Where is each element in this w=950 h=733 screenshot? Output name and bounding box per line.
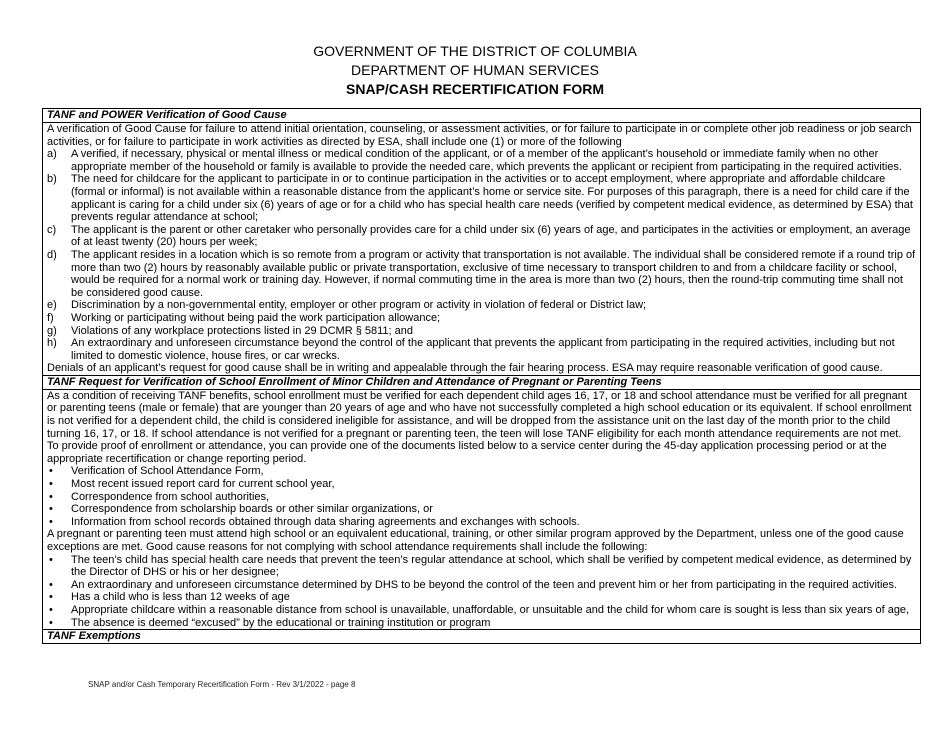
bullet-marker: •: [49, 578, 53, 591]
list-item: [47, 617, 916, 630]
bullet-marker: •: [49, 616, 53, 629]
list-item: [47, 312, 916, 325]
list-item-text: Has a child who is less than 12 weeks of age: [71, 591, 290, 604]
list-marker: d): [47, 248, 57, 261]
good-cause-heading: TANF and POWER Verification of Good Cause: [47, 109, 287, 121]
list-item: [47, 224, 916, 249]
list-marker: c): [47, 223, 57, 236]
list-marker: h): [47, 337, 57, 350]
good-cause-intro: A verification of Good Cause for failure to attend initial orientation, counseling, or assessment activities, or for failure to participate in or complete other job readiness or job search activities, or for failure to participate in work activities as directed by ESA, shall include one (1) or more of the following: [47, 123, 912, 148]
bullet-marker: •: [49, 553, 53, 566]
list-item: [47, 249, 916, 299]
form-title: SNAP/CASH RECERTIFICATION FORM: [346, 81, 604, 97]
list-marker: e): [47, 299, 57, 312]
school-para-3: A pregnant or parenting teen must attend high school or an equivalent educational, training, or other similar program approved by the Department, unless one of the good cause exceptions are met. Good cause reasons for not complying with school attendance requirements shall include the following:: [47, 528, 904, 553]
list-item-text: The applicant resides in a location which is so remote from a program or activity that transportation is not available. The individual shall be considered remote if a round trip of more than two (2) hours by reasonably available public or private transportation, exclusive of time necessary to transport children to and from a childcare facility or school, would be required for a normal work or training day. However, if normal commuting time in the area is more than two (2) hours, then the round-trip commuting time shall not be considered good cause.: [71, 248, 916, 299]
list-item: [47, 299, 916, 312]
bullet-marker: •: [49, 603, 53, 616]
list-item-text: The absence is deemed “excused” by the educational or training institution or program: [71, 616, 491, 629]
list-item-text: A verified, if necessary, physical or mental illness or medical condition of the applicant, or of a member of the applicant’s household or immediate family when no other appropriate member of the household or family is available to provide the needed care, which prevents the applicant or recipient from participating in the required activities.: [71, 148, 902, 173]
list-item-text: Appropriate childcare within a reasonable distance from school is unavailable, unaffordable, or unsuitable and the child for whom care is sought is less than six years of age,: [71, 603, 910, 616]
list-item: [47, 591, 916, 604]
bullet-marker: •: [49, 465, 53, 478]
bullet-marker: •: [49, 591, 53, 604]
list-item-text: Correspondence from scholarship boards or other similar organizations, or: [71, 503, 433, 516]
list-item-text: Violations of any workplace protections listed in 29 DCMR § 5811; and: [71, 324, 414, 337]
list-marker: f): [47, 311, 54, 324]
list-item: [47, 465, 916, 478]
list-item: [47, 503, 916, 516]
list-item-text: The teen’s child has special health care needs that prevent the teen’s regular attendance at school, which shall be verified by competent medical evidence, as determined by the Director of DHS or his or her designee;: [71, 553, 912, 579]
list-item: [47, 516, 916, 529]
good-cause-closing: Denials of an applicant’s request for good cause shall be in writing and appealable through the fair hearing process. ESA may require reasonable verification of good cause.: [47, 362, 883, 375]
list-item: [47, 478, 916, 491]
school-enrollment-section: [43, 389, 920, 630]
government-title: GOVERNMENT OF THE DISTRICT OF COLUMBIA: [313, 43, 637, 59]
form-table: [42, 108, 921, 644]
list-item: [47, 579, 916, 592]
bullet-marker: •: [49, 478, 53, 491]
list-item: [47, 148, 916, 173]
exemptions-heading: TANF Exemptions: [47, 630, 141, 643]
list-item-text: The need for childcare for the applicant to participate in or to continue participation in the activities or to accept employment, where appropriate and affordable childcare (formal or informal) is not available within a reasonable distance from the applicant’s home or service site. For purposes of this paragraph, there is a need for child care if the applicant is caring for a child under six (6) years of age or for a child who has special health care needs (verified by competent medical evidence, as determined by ESA) that prevents regular attendance at school;: [71, 173, 913, 224]
list-item-text: Information from school records obtained through data sharing agreements and exchanges with schools.: [71, 515, 580, 528]
bullet-marker: •: [49, 503, 53, 516]
list-marker: b): [47, 173, 57, 186]
list-item: [47, 325, 916, 338]
list-item-text: The applicant is the parent or other caretaker who personally provides care for a child under six (6) years of age, and participates in the activities or employment, an average of at least twenty (20) hours per week;: [71, 223, 911, 249]
good-cause-section: [43, 122, 920, 376]
list-item: [47, 491, 916, 504]
school-enrollment-heading: TANF Request for Verification of School Enrollment of Minor Children and Attendance of Pregnant or Parenting Teens: [47, 375, 662, 388]
list-item: [47, 173, 916, 223]
list-item-text: An extraordinary and unforeseen circumstance determined by DHS to be beyond the control of the teen and prevent him or her from participating in the required activities.: [71, 578, 898, 591]
form-header: [0, 42, 950, 99]
school-para-1: As a condition of receiving TANF benefits, school enrollment must be verified for each dependent child ages 16, 17, or 18 and school attendance must be verified for all pregnant or parenting teens (male or female) that are younger than 20 years of age and who have not successfully completed a high school education or its equivalent. If school enrollment is not verified for a dependent child, the child is considered ineligible for assistance, and will be dropped from the assistance unit on the last day of the month prior to the child turning 16, 17, or 18. If school attendance is not verified for a pregnant or parenting teen, the teen will lose TANF eligibility for each month attendance requirements are not met.: [47, 389, 912, 440]
list-item-text: An extraordinary and unforeseen circumstance beyond the control of the applicant that prevents the applicant from participating in the required activities, including but not limited to domestic violence, house fires, or car wrecks.: [71, 337, 895, 362]
bullet-marker: •: [49, 490, 53, 503]
page-footer: SNAP and/or Cash Temporary Recertification Form - Rev 3/1/2022 - page 8: [88, 680, 356, 689]
bullet-marker: •: [49, 515, 53, 528]
list-item: [47, 554, 916, 579]
list-item-text: Most recent issued report card for current school year,: [71, 478, 335, 491]
department-title: DEPARTMENT OF HUMAN SERVICES: [351, 62, 599, 78]
list-item-text: Discrimination by a non-governmental entity, employer or other program or activity in violation of federal or District law;: [71, 299, 647, 312]
list-item-text: Correspondence from school authorities,: [71, 490, 270, 503]
list-marker: g): [47, 324, 57, 337]
list-item-text: Verification of School Attendance Form,: [71, 465, 264, 478]
list-item: [47, 337, 916, 362]
list-marker: a): [47, 148, 57, 161]
list-item: [47, 604, 916, 617]
list-item-text: Working or participating without being paid the work participation allowance;: [71, 311, 441, 324]
school-para-2: To provide proof of enrollment or attendance, you can provide one of the documents listed below to a service center during the 45-day application processing period or at the appropriate recertification or change reporting period.: [47, 440, 887, 465]
